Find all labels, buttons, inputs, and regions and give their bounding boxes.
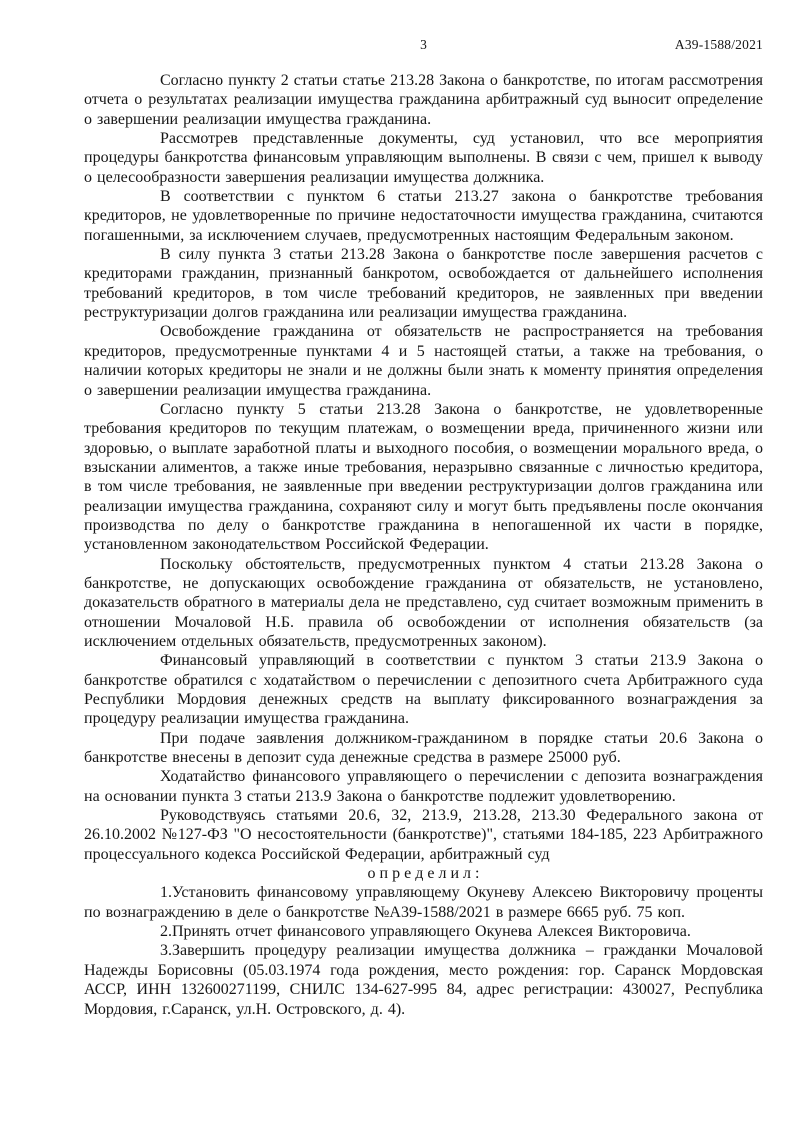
ruling-heading: о п р е д е л и л : [367,865,480,883]
paragraph-manager-motion: Финансовый управляющий в соответствии с пунктом 3 статьи 213.9 Закона о банкротстве обратился с ходатайством о перечислении с депозитного счета Арбитражного суда Республики Мордовия денежных средств на выплату фиксированного вознаграждения за процедуру реализации имущества гражданина. [84,652,763,728]
paragraph-release-exceptions: Освобождение гражданина от обязательств не распространяется на требования кредиторов, предусмотренные пунктами 4 и 5 настоящей статьи, а также на требования, о наличии которых кредиторы не знали и не должны были знать к моменту принятия определения о завершении реализации имущества гражданина. [84,323,763,399]
paragraph-law-213-28-p2: Согласно пункту 2 статьи статье 213.28 Закона о банкротстве, по итогам рассмотрения отчета о результатах реализации имущества гражданина арбитражный суд выносит определение о завершении реализации имущества гражданина. [84,72,763,128]
paragraph-debtor-release-ruling: Поскольку обстоятельств, предусмотренных пунктом 4 статьи 213.28 Закона о банкротстве, не допускающих освобождение гражданина от обязательств, не установлено, доказательств обратного в материалы дела не представлено, суд считает возможным применить в отношении Мочаловой Н.Б. правила об освобождении от исполнения обязательств (за исключением отдельных обязательств, предусмотренных законом). [84,555,763,650]
ruling-item-1: 1.Установить финансовому управляющему Окуневу Алексею Викторовичу проценты по вознаграждению в деле о банкротстве №А39-1588/2021 в размере 6665 руб. 75 коп. [84,884,763,921]
document-header [84,37,763,55]
paragraph-deposit-25000: При подаче заявления должником-гражданином в порядке статьи 20.6 Закона о банкротстве внесены в депозит суда денежные средства в размере 25000 руб. [84,729,763,767]
case-number: А39-1588/2021 [674,37,763,52]
ruling-item-2: 2.Принять отчет финансового управляющего Окунева Алексея Викторовича. [160,923,691,941]
paragraph-court-findings: Рассмотрев представленные документы, суд установил, что все мероприятия процедуры банкротства финансовым управляющим выполнены. В связи с чем, пришел к выводу о целесообразности завершения реализации имущества должника. [84,130,763,186]
page-number: 3 [420,37,427,52]
ruling-item-3: 3.Завершить процедуру реализации имущества должника – гражданки Мочаловой Надежды Борисовны (05.03.1974 года рождения, место рождения: гор. Саранск Мордовская АССР, ИНН 132600271199, СНИЛС 134-627-995 84, адрес регистрации: 430027, Республика Мордовия, г.Саранск, ул.Н. Островского, д. 4). [84,942,763,1018]
document-body [84,71,763,1019]
paragraph-law-213-28-p5: Согласно пункту 5 статьи 213.28 Закона о банкротстве, не удовлетворенные требования кредиторов по текущим платежам, о возмещении вреда, причиненного жизни или здоровью, о выплате заработной платы и выходного пособия, о возмещении морального вреда, о взыскании алиментов, а также иные требования, неразрывно связанные с личностью кредитора, в том числе требования, не заявленные при введении реструктуризации долгов гражданина или реализации имущества гражданина, сохраняют силу и могут быть предъявлены после окончания производства по делу о банкротстве гражданина в непогашенной их части в порядке, установленном законодательством Российской Федерации. [84,400,763,554]
paragraph-legal-basis: Руководствуясь статьями 20.6, 32, 213.9, 213.28, 213.30 Федерального закона от 26.10.2002 №127-ФЗ "О несостоятельности (банкротстве)", статьями 184-185, 223 Арбитражного процессуального кодекса Российской Федерации, арбитражный суд [84,807,763,863]
paragraph-law-213-27-p6: В соответствии с пунктом 6 статьи 213.27 закона о банкротстве требования кредиторов, не удовлетворенные по причине недостаточности имущества гражданина, считаются погашенными, за исключением случаев, предусмотренных настоящим Федеральным законом. [84,188,763,244]
paragraph-motion-granted: Ходатайство финансового управляющего о перечислении с депозита вознаграждения на основании пункта 3 статьи 213.9 Закона о банкротстве подлежит удовлетворению. [84,768,763,805]
paragraph-law-213-28-p3: В силу пункта 3 статьи 213.28 Закона о банкротстве после завершения расчетов с кредиторами гражданин, признанный банкротом, освобождается от дальнейшего исполнения требований кредиторов, в том числе требований кредиторов, не заявленных при введении реструктуризации долгов гражданина или реализации имущества гражданина. [84,246,763,322]
